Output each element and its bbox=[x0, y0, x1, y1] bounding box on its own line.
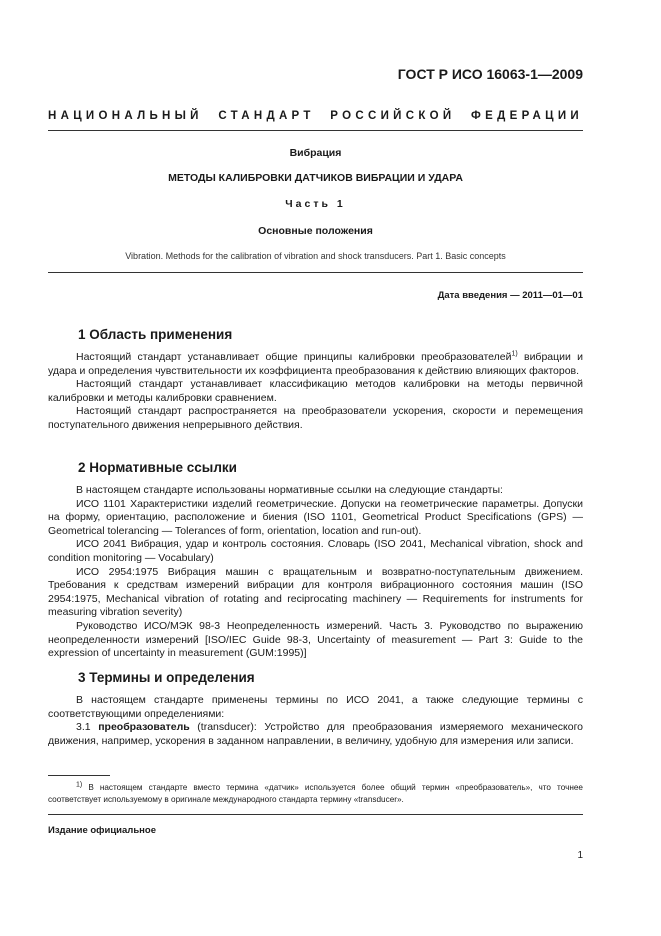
header-rule bbox=[48, 130, 583, 131]
section-2-heading: 2 Нормативные ссылки bbox=[78, 460, 237, 475]
section-3-paragraph-1: В настоящем стандарте применены термины по ИСО 2041, а также следующие термины с соответствующими определениями: bbox=[48, 694, 583, 720]
section-3-paragraph-2: 3.1 преобразователь (transducer): Устройство для преобразования измеряемого механического движения, например, ускорения в заданном направлении, в величину, удобную для измерения или записи. bbox=[48, 721, 584, 747]
title-english: Vibration. Methods for the calibration of vibration and shock transducers. Part 1. Basic concepts bbox=[125, 251, 506, 261]
section-2-paragraph-3: ИСО 2041 Вибрация, удар и контроль состояния. Словарь (ISO 2041, Mechanical vibration, shock and condition monitoring — Vocabulary) bbox=[48, 538, 583, 564]
title-rule bbox=[48, 272, 583, 273]
section-1-heading: 1 Область применения bbox=[78, 327, 233, 342]
title-subtitle: Основные положения bbox=[258, 225, 373, 237]
term-transducer: преобразователь bbox=[98, 721, 190, 734]
page-number: 1 bbox=[577, 850, 583, 861]
title-part: Часть 1 bbox=[285, 198, 346, 210]
footnote-mark: 1) bbox=[76, 781, 83, 789]
section-1-paragraph-1: Настоящий стандарт устанавливает общие принципы калибровки преобразователей$^{1)}$ вибрации и удара и определения чувствительности их коэффициента преобразования к действию влияющих факторов. bbox=[48, 350, 583, 377]
document-number: ГОСТ Р ИСО 16063-1—2009 bbox=[397, 66, 583, 82]
section-2-paragraph-1: В настоящем стандарте использованы нормативные ссылки на следующие стандарты: bbox=[76, 484, 503, 496]
intro-date: Дата введения — 2011—01—01 bbox=[437, 290, 583, 301]
title-main: МЕТОДЫ КАЛИБРОВКИ ДАТЧИКОВ ВИБРАЦИИ И УДАРА bbox=[168, 172, 463, 184]
footnote-ref[interactable]: 1) bbox=[511, 350, 518, 358]
section-1-body bbox=[48, 351, 583, 433]
section-1-paragraph-3: Настоящий стандарт распространяется на преобразователи ускорения, скорости и перемещения поступательного движения непрерывного действия. bbox=[48, 405, 583, 431]
section-3-body bbox=[48, 694, 583, 748]
section-2-paragraph-4: ИСО 2954:1975 Вибрация машин с вращательным и возвратно-поступательным движением. Требования к средствам измерений вибрации для контроля вибрационного состояния машин (ISO 2954:1975, Mechanical vibration of rotating and reciprocating machinery — Requirements for instruments for measuring vibration severity) bbox=[48, 565, 583, 619]
section-2-paragraph-2: ИСО 1101 Характеристики изделий геометрические. Допуски на геометрические параметры. Допуски на форму, ориентацию, расположение и биения (ISO 1101, Geometrical Product Specifications (GPS) — Geometrical tolerancing — Tolerances of form, orientation, location and run-out). bbox=[48, 497, 583, 537]
section-2-body bbox=[48, 484, 583, 661]
title-topic: Вибрация bbox=[289, 147, 342, 159]
footnote-rule bbox=[48, 775, 110, 776]
section-3-heading: 3 Термины и определения bbox=[78, 670, 255, 685]
official-edition-label: Издание официальное bbox=[48, 825, 156, 836]
section-2-paragraph-5: Руководство ИСО/МЭК 98-3 Неопределенность измерений. Часть 3. Руководство по выражению неопределенности измерений [ISO/IEC Guide 98-3, Uncertainty of measurement — Part 3: Guide to the expression of uncertainty in measurement (GUM:1995)] bbox=[48, 619, 583, 660]
footnote: $^{1)}$ В настоящем стандарте вместо термина «датчик» используется более общий термин «преобразователь», что точнее соответствует используемому в оригинале международного стандарта термину «transducer». bbox=[48, 781, 583, 804]
section-1-paragraph-2: Настоящий стандарт устанавливает классификацию методов калибровки на методы первичной калибровки и методы калибровки сравнением. bbox=[48, 378, 583, 404]
footer-rule bbox=[48, 814, 583, 815]
national-standard-banner: НАЦИОНАЛЬНЫЙ СТАНДАРТ РОССИЙСКОЙ ФЕДЕРАЦИИ bbox=[48, 110, 583, 122]
